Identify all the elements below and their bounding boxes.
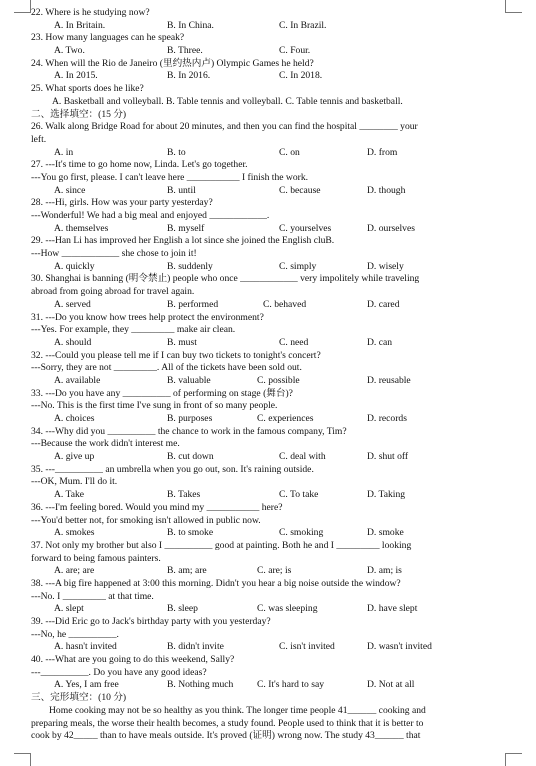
answer-option: B. valuable: [167, 374, 211, 386]
answer-option: C. deal with: [279, 451, 326, 463]
question-line: ---Yes. For example, they _________ make air clean.: [31, 324, 236, 336]
answer-option: A. available: [54, 374, 101, 386]
answer-options: [31, 70, 480, 83]
answer-options: [31, 527, 480, 540]
answer-options: [31, 489, 480, 502]
answer-options: [31, 565, 480, 578]
answer-option: C. possible: [257, 374, 300, 386]
question-stem: 30. Shanghai is banning (明令禁止) people who once ____________ very impolitely while traveling: [31, 273, 420, 285]
answer-option: D. can: [367, 336, 393, 348]
question-stem: 32. ---Could you please tell me if I can buy two tickets to tonight's concert?: [31, 349, 321, 361]
question-line: ---OK, Mum. I'll do it.: [31, 476, 118, 488]
question-line: ---No. I _________ at that time.: [31, 590, 154, 602]
question-stem: 23. How many languages can he speak?: [31, 32, 185, 44]
answer-option: A. hasn't invited: [54, 641, 117, 653]
answer-option: C. was sleeping: [257, 603, 318, 615]
answer-options: [31, 451, 480, 464]
answer-option: D. have slept: [367, 603, 418, 615]
answer-option: D. reusable: [367, 374, 411, 386]
question-stem: 29. ---Han Li has improved her English a lot since she joined the English cluB.: [31, 235, 335, 247]
answer-options: [31, 375, 480, 388]
answer-option: C. yourselves: [279, 222, 332, 234]
question-line: ---You go first, please. I can't leave here ___________ I finish the work.: [31, 171, 309, 183]
answer-option: B. to smoke: [167, 527, 214, 539]
answer-option: D. Taking: [367, 489, 406, 501]
question-stem: 28. ---Hi, girls. How was your party yesterday?: [31, 197, 213, 209]
question-stem: 22. Where is he studying now?: [31, 7, 150, 18]
answer-option: C. behaved: [263, 298, 307, 310]
answer-option: C. It's hard to say: [257, 679, 325, 691]
answer-option: A. quickly: [54, 260, 95, 272]
answer-option: C. Four.: [279, 45, 311, 57]
answer-option: C. are; is: [257, 565, 292, 577]
question-stem: 27. ---It's time to go home now, Linda. Let's go together.: [31, 159, 248, 171]
answer-options: [31, 603, 480, 616]
question-stem: 38. ---A big fire happened at 3:00 this morning. Didn't you hear a big noise outside the window?: [31, 577, 401, 589]
answer-option: B. Nothing much: [167, 679, 234, 691]
answer-option: B. cut down: [167, 451, 214, 463]
question-stem: 37. Not only my brother but also I __________ good at painting. Both he and I _________ looking: [31, 539, 412, 551]
answer-option: C. In Brazil.: [279, 19, 327, 31]
question-stem: 40. ---What are you going to do this weekend, Sally?: [31, 654, 235, 666]
answer-option: B. to: [167, 146, 186, 158]
answer-option: B. Takes: [167, 489, 201, 501]
question-line: ---Sorry, they are not _________. All of the tickets have been sold out.: [31, 362, 302, 374]
answer-option: C. In 2018.: [279, 70, 323, 82]
answer-option: D. smoke: [367, 527, 404, 539]
question-line: ---You'd better not, for smoking isn't allowed in public now.: [31, 514, 261, 526]
answer-option: D. records: [367, 413, 407, 424]
question-line: left.: [31, 133, 47, 145]
answer-option: B. purposes: [167, 413, 213, 424]
answer-option: D. shut off: [367, 451, 409, 463]
answer-options: [31, 641, 480, 654]
answer-option: D. though: [367, 184, 406, 196]
answer-option: D. Not at all: [367, 679, 415, 691]
answer-option: A. Two.: [54, 45, 85, 57]
exam-page: [31, 7, 480, 743]
answer-option: B. didn't invite: [167, 641, 224, 653]
answer-option: B. am; are: [167, 565, 207, 577]
answer-option: D. ourselves: [367, 222, 415, 234]
answer-option: A. choices: [54, 413, 95, 424]
question-stem: 36. ---I'm feeling bored. Would you mind my ___________ here?: [31, 501, 283, 513]
answer-options: [31, 679, 480, 692]
answer-option: B. until: [167, 184, 196, 196]
section-heading: 二、选择填空：(15 分): [31, 108, 127, 120]
answer-option: C. smoking: [279, 527, 324, 539]
crop-mark-bottom-right: [505, 753, 522, 766]
passage-paragraph: Home cooking may not be so healthy as you think. The longer time people 41______ cooking and: [49, 704, 426, 716]
question-stem: 31. ---Do you know how trees help protect the environment?: [31, 311, 264, 323]
answer-option: A. In Britain.: [54, 19, 106, 31]
answer-option: A. Yes, I am free: [54, 679, 119, 691]
answer-option: D. wisely: [367, 260, 404, 272]
answer-option: B. must: [167, 336, 197, 348]
answer-option: B. Three.: [167, 45, 203, 57]
question-stem: 33. ---Do you have any __________ of performing on stage (舞台)?: [31, 387, 293, 399]
question-line: ---Because the work didn't interest me.: [31, 438, 180, 450]
answer-option: A. themselves: [54, 222, 109, 234]
answer-option: C. simply: [279, 260, 317, 272]
answer-option: C. isn't invited: [279, 641, 335, 653]
answer-option: C. need: [279, 336, 309, 348]
crop-mark-top-left: [14, 0, 31, 13]
answer-options: [31, 413, 480, 426]
answer-options: [31, 20, 480, 33]
answer-options: [31, 45, 480, 58]
answer-option: A. smokes: [54, 527, 95, 539]
question-line: ---How ____________ she chose to join it!: [31, 248, 197, 260]
question-stem: 35. ---__________ an umbrella when you go out, son. It's raining outside.: [31, 463, 314, 475]
answer-option: A. should: [54, 336, 92, 348]
answer-options: [31, 337, 480, 350]
answer-options: A. Basketball and volleyball. B. Table tennis and volleyball. C. Table tennis and basketball.: [52, 95, 403, 107]
answer-option: A. give up: [54, 451, 95, 463]
question-stem: 24. When will the Rio de Janeiro (里约热内卢) Olympic Games he held?: [31, 57, 314, 69]
answer-option: D. cared: [367, 298, 400, 310]
answer-option: B. In China.: [167, 19, 214, 31]
answer-option: B. sleep: [167, 603, 198, 615]
answer-option: A. served: [54, 298, 91, 310]
question-stem: 25. What sports does he like?: [31, 83, 144, 95]
answer-options: [31, 223, 480, 236]
question-line: ---__________. Do you have any good ideas?: [31, 666, 207, 678]
answer-options: [31, 261, 480, 274]
answer-option: A. since: [54, 184, 86, 196]
answer-option: B. myself: [167, 222, 205, 234]
answer-option: A. are; are: [54, 565, 95, 577]
question-stem: 39. ---Did Eric go to Jack's birthday party with you yesterday?: [31, 616, 271, 627]
answer-option: D. am; is: [367, 565, 402, 577]
answer-option: A. In 2015.: [54, 70, 98, 82]
answer-option: D. from: [367, 146, 398, 158]
crop-mark-bottom-left: [14, 753, 31, 766]
answer-option: A. Take: [54, 489, 85, 501]
question-line: abroad from going abroad for travel again.: [31, 286, 195, 298]
answer-option: A. slept: [54, 603, 84, 615]
answer-option: A. in: [54, 146, 74, 158]
question-stem: 26. Walk along Bridge Road for about 20 minutes, and then you can find the hospital ________ your: [31, 121, 418, 133]
answer-option: C. experiences: [257, 413, 314, 424]
answer-option: D. wasn't invited: [367, 641, 432, 653]
answer-option: B. suddenly: [167, 260, 213, 272]
answer-option: C. because: [279, 184, 321, 196]
question-stem: 34. ---Why did you __________ the chance to work in the famous company, Tim?: [31, 425, 347, 437]
answer-options: [31, 299, 480, 312]
question-line: ---No, he __________.: [31, 628, 119, 640]
question-line: preparing meals, the worse their health becomes, a study found. People used to think that it is better to: [31, 717, 424, 729]
answer-options: [31, 185, 480, 198]
answer-option: B. performed: [167, 298, 219, 310]
answer-options: [31, 147, 480, 160]
question-line: ---No. This is the first time I've sung in front of so many people.: [31, 400, 278, 412]
question-line: cook by 42_____ than to have meals outside. It's proved (证明) wrong now. The study 43______ that: [31, 730, 421, 742]
answer-option: C. on: [279, 146, 300, 158]
section-heading: 三、完形填空：(10 分): [31, 692, 127, 704]
crop-mark-top-right: [505, 0, 522, 13]
answer-option: B. In 2016.: [167, 70, 211, 82]
question-line: forward to being famous painters.: [31, 552, 161, 564]
answer-option: C. To take: [279, 489, 319, 501]
question-line: ---Wonderful! We had a big meal and enjoyed ____________.: [31, 210, 270, 221]
